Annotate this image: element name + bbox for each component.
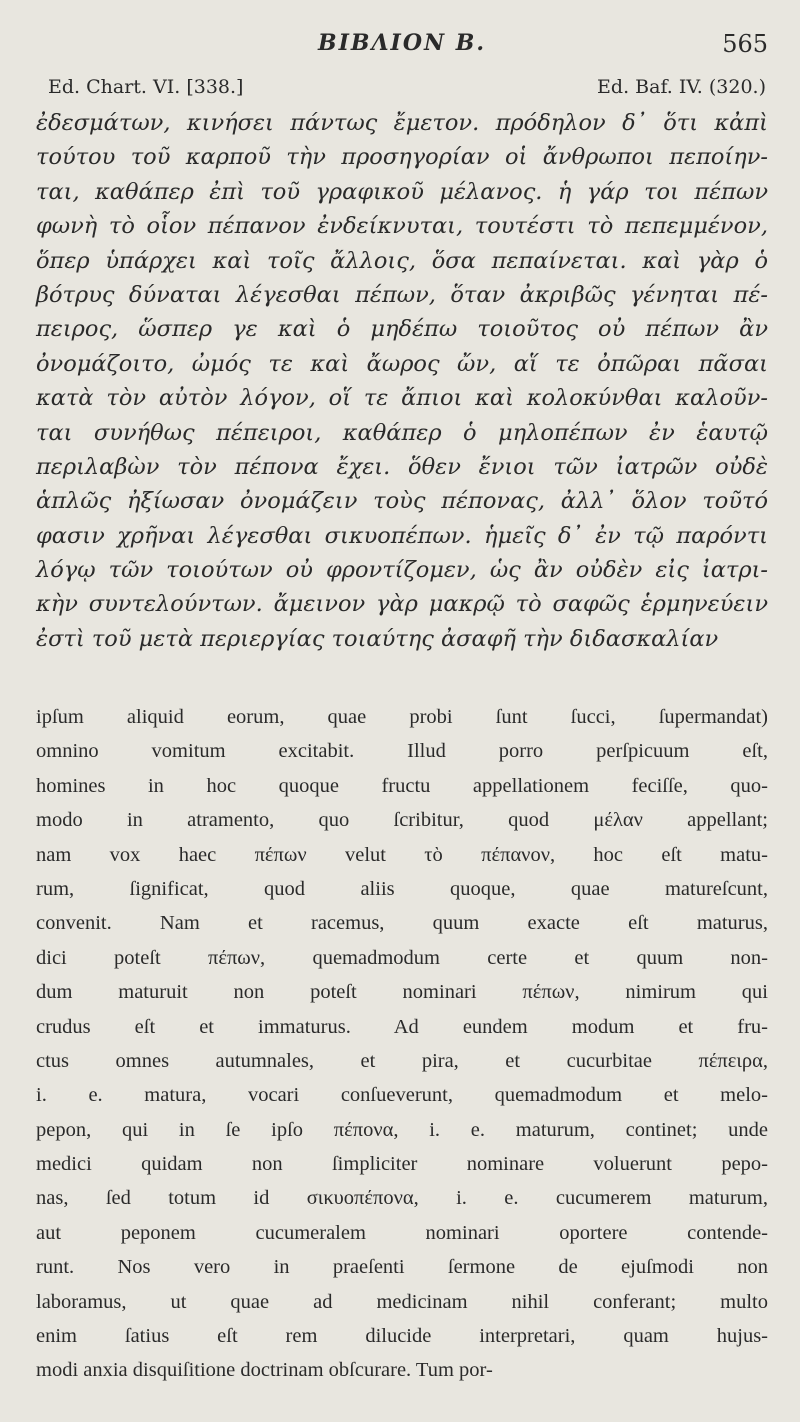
- latin-text-line: homines in hoc quoque fructu appellationem feciſſe, quo-: [36, 774, 768, 797]
- latin-text-block: [36, 700, 768, 1388]
- latin-text-line: runt. Nos vero in praeſenti ſermone de ejuſmodi non: [36, 1256, 768, 1279]
- greek-text-line: ὅπερ ὑπάρχει καὶ τοῖς ἄλλοις, ὅσα πεπαίνεται. καὶ γὰρ ὁ: [36, 247, 768, 274]
- page-number: 565: [722, 30, 768, 58]
- edition-basel-reference: Ed. Baf. IV. (320.): [597, 76, 766, 98]
- greek-text-line: τούτου τοῦ καρποῦ τὴν προσηγορίαν οἱ ἄνθρωποι πεποίην-: [36, 144, 768, 171]
- greek-text-block: [36, 106, 768, 656]
- latin-text-line: nam vox haec πέπων velut τὸ πέπανον, hoc eſt matu-: [36, 843, 768, 866]
- latin-text-line: dum maturuit non poteſt nominari πέπων, nimirum qui: [36, 981, 768, 1004]
- latin-text-line: ipſum aliquid eorum, quae probi ſunt ſucci, ſupermandat): [36, 706, 768, 728]
- latin-text-line: dici poteſt πέπων, quemadmodum certe et quum non-: [36, 946, 768, 969]
- greek-text-line: ἐστὶ τοῦ μετὰ περιεργίας τοιαύτης ἀσαφῆ τὴν διδασκαλίαν: [36, 625, 719, 652]
- latin-text-line: aut peponem cucumeralem nominari oportere contende-: [36, 1221, 768, 1244]
- greek-text-line: πειρος, ὥσπερ γε καὶ ὁ μηδέπω τοιοῦτος οὐ πέπων ἂν: [36, 316, 768, 343]
- greek-text-line: ται συνήθως πέπειροι, καθάπερ ὁ μηλοπέπων ἐν ἑαυτῷ: [36, 419, 768, 446]
- page-header: [36, 30, 768, 64]
- greek-text-line: ἐδεσμάτων, κινήσει πάντως ἔμετον. πρόδηλον δ᾿ ὅτι κἀπὶ: [36, 110, 768, 136]
- greek-text-line: ἁπλῶς ἠξίωσαν ὀνομάζειν τοὺς πέπονας, ἀλλ᾿ ὅλον τοῦτό: [36, 488, 768, 515]
- latin-text-line: laboramus, ut quae ad medicinam nihil conferant; multo: [36, 1290, 768, 1313]
- greek-text-line: ται, καθάπερ ἐπὶ τοῦ γραφικοῦ μέλανος. ἡ γάρ τοι πέπων: [36, 178, 768, 205]
- greek-text-line: φωνὴ τὸ οἷον πέπανον ἐνδείκνυται, τουτέστι τὸ πεπεμμένον,: [36, 213, 768, 240]
- latin-text-line: modo in atramento, quo ſcribitur, quod μέλαν appellant;: [36, 809, 768, 832]
- edition-reference-line: [48, 76, 766, 104]
- latin-text-line: i. e. matura, vocari conſueverunt, quemadmodum et melo-: [36, 1084, 768, 1107]
- latin-text-line: enim ſatius eſt rem dilucide interpretari, quam hujus-: [36, 1325, 768, 1348]
- latin-text-line: rum, ſignificat, quod aliis quoque, quae matureſcunt,: [36, 877, 768, 900]
- greek-text-line: κὴν συντελούντων. ἄμεινον γὰρ μακρῷ τὸ σαφῶς ἑρμηνεύειν: [36, 591, 768, 618]
- greek-text-line: ὀνομάζοιτο, ὠμός τε καὶ ἄωρος ὤν, αἵ τε ὀπῶραι πᾶσαι: [36, 350, 768, 377]
- latin-text-line: modi anxia disquiſitione doctrinam obſcurare. Tum por-: [36, 1359, 493, 1382]
- latin-text-line: ctus omnes autumnales, et pira, et cucurbitae πέπειρα,: [36, 1049, 768, 1072]
- latin-text-line: omnino vomitum excitabit. Illud porro perſpicuum eſt,: [36, 740, 768, 763]
- greek-text-line: κατὰ τὸν αὐτὸν λόγον, οἵ τε ἄπιοι καὶ κολοκύνθαι καλοῦν-: [36, 385, 768, 412]
- edition-chartier-reference: Ed. Chart. VI. [338.]: [48, 76, 244, 98]
- greek-text-line: φασιν χρῆναι λέγεσθαι σικυοπέπων. ἡμεῖς δ᾿ ἐν τῷ παρόντι: [36, 522, 768, 549]
- latin-text-line: convenit. Nam et racemus, quum exacte eſt maturus,: [36, 912, 768, 935]
- greek-text-line: λόγῳ τῶν τοιούτων οὐ φροντίζομεν, ὡς ἂν οὐδὲν εἰς ἰατρι-: [36, 557, 768, 584]
- latin-text-line: crudus eſt et immaturus. Ad eundem modum et fru-: [36, 1015, 768, 1038]
- greek-text-line: περιλαβὼν τὸν πέπονα ἔχει. ὅθεν ἔνιοι τῶν ἰατρῶν οὐδὲ: [36, 453, 768, 480]
- latin-text-line: pepon, qui in ſe ipſo πέπονα, i. e. maturum, continet; unde: [36, 1118, 768, 1141]
- running-title: ΒΙΒΛΙΟΝ Β.: [317, 30, 487, 56]
- greek-text-line: βότρυς δύναται λέγεσθαι πέπων, ὅταν ἀκριβῶς γένηται πέ-: [36, 281, 768, 308]
- latin-text-line: medici quidam non ſimpliciter nominare voluerunt pepo-: [36, 1153, 768, 1176]
- latin-text-line: nas, ſed totum id σικυοπέπονα, i. e. cucumerem maturum,: [36, 1187, 768, 1210]
